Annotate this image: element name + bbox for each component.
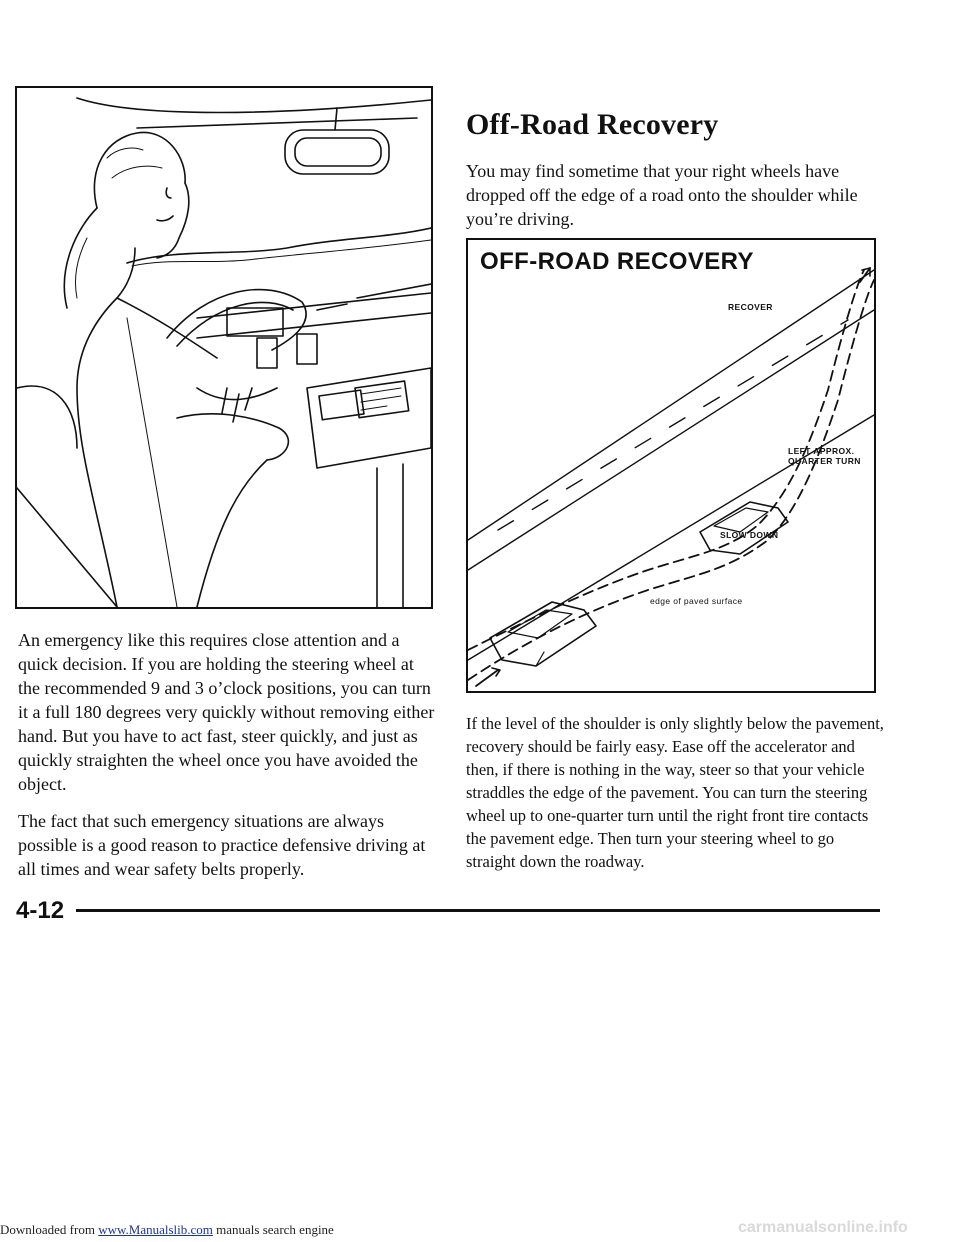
footer-rule: [76, 909, 880, 912]
off-road-recovery-figure: [466, 238, 876, 693]
manualslib-link[interactable]: www.Manualslib.com: [98, 1222, 213, 1237]
watermark: carmanualsonline.info: [738, 1219, 908, 1236]
download-footer: [0, 1222, 334, 1238]
recover-label: RECOVER: [728, 302, 773, 312]
pavement-edge-label: edge of paved surface: [650, 596, 743, 606]
page-number: 4-12: [16, 897, 65, 924]
slow-down-label: SLOW DOWN: [720, 530, 779, 540]
driver-drawing: [17, 88, 431, 607]
section-heading: Off-Road Recovery: [466, 108, 719, 141]
driver-illustration: [15, 86, 433, 609]
figure-title: OFF-ROAD RECOVERY: [480, 248, 754, 275]
emergency-paragraph: An emergency like this requires close attention and a quick decision. If you are holding the steering wheel at the recommended 9 and 3 o’clock positions, you can turn it a full 180 degrees very quickly without removing either hand. But you have to act fast, steer quickly, and just as quickly straighten the wheel once you have avoided the object.: [18, 630, 435, 794]
footer-prefix: Downloaded from: [0, 1222, 99, 1237]
footer-suffix: manuals search engine: [212, 1222, 334, 1237]
recovery-instructions: If the level of the shoulder is only slightly below the pavement, recovery should be fairly easy. Ease off the accelerator and then, if there is nothing in the way, steer so that your vehicle straddles the edge of the pavement. You can turn the steering wheel up to one-quarter turn until the right front tire contacts the pavement edge. Then turn your steering wheel to go straight down the roadway.: [466, 714, 884, 871]
left-body-text: [18, 628, 438, 894]
intro-paragraph: You may find sometime that your right wheels have dropped off the edge of a road onto the shoulder while you’re driving.: [466, 161, 858, 229]
defensive-driving-paragraph: The fact that such emergency situations are always possible is a good reason to practice defensive driving at all times and wear safety belts properly.: [18, 811, 426, 879]
left-turn-label: LEFT APPROX. QUARTER TURN: [788, 446, 861, 466]
